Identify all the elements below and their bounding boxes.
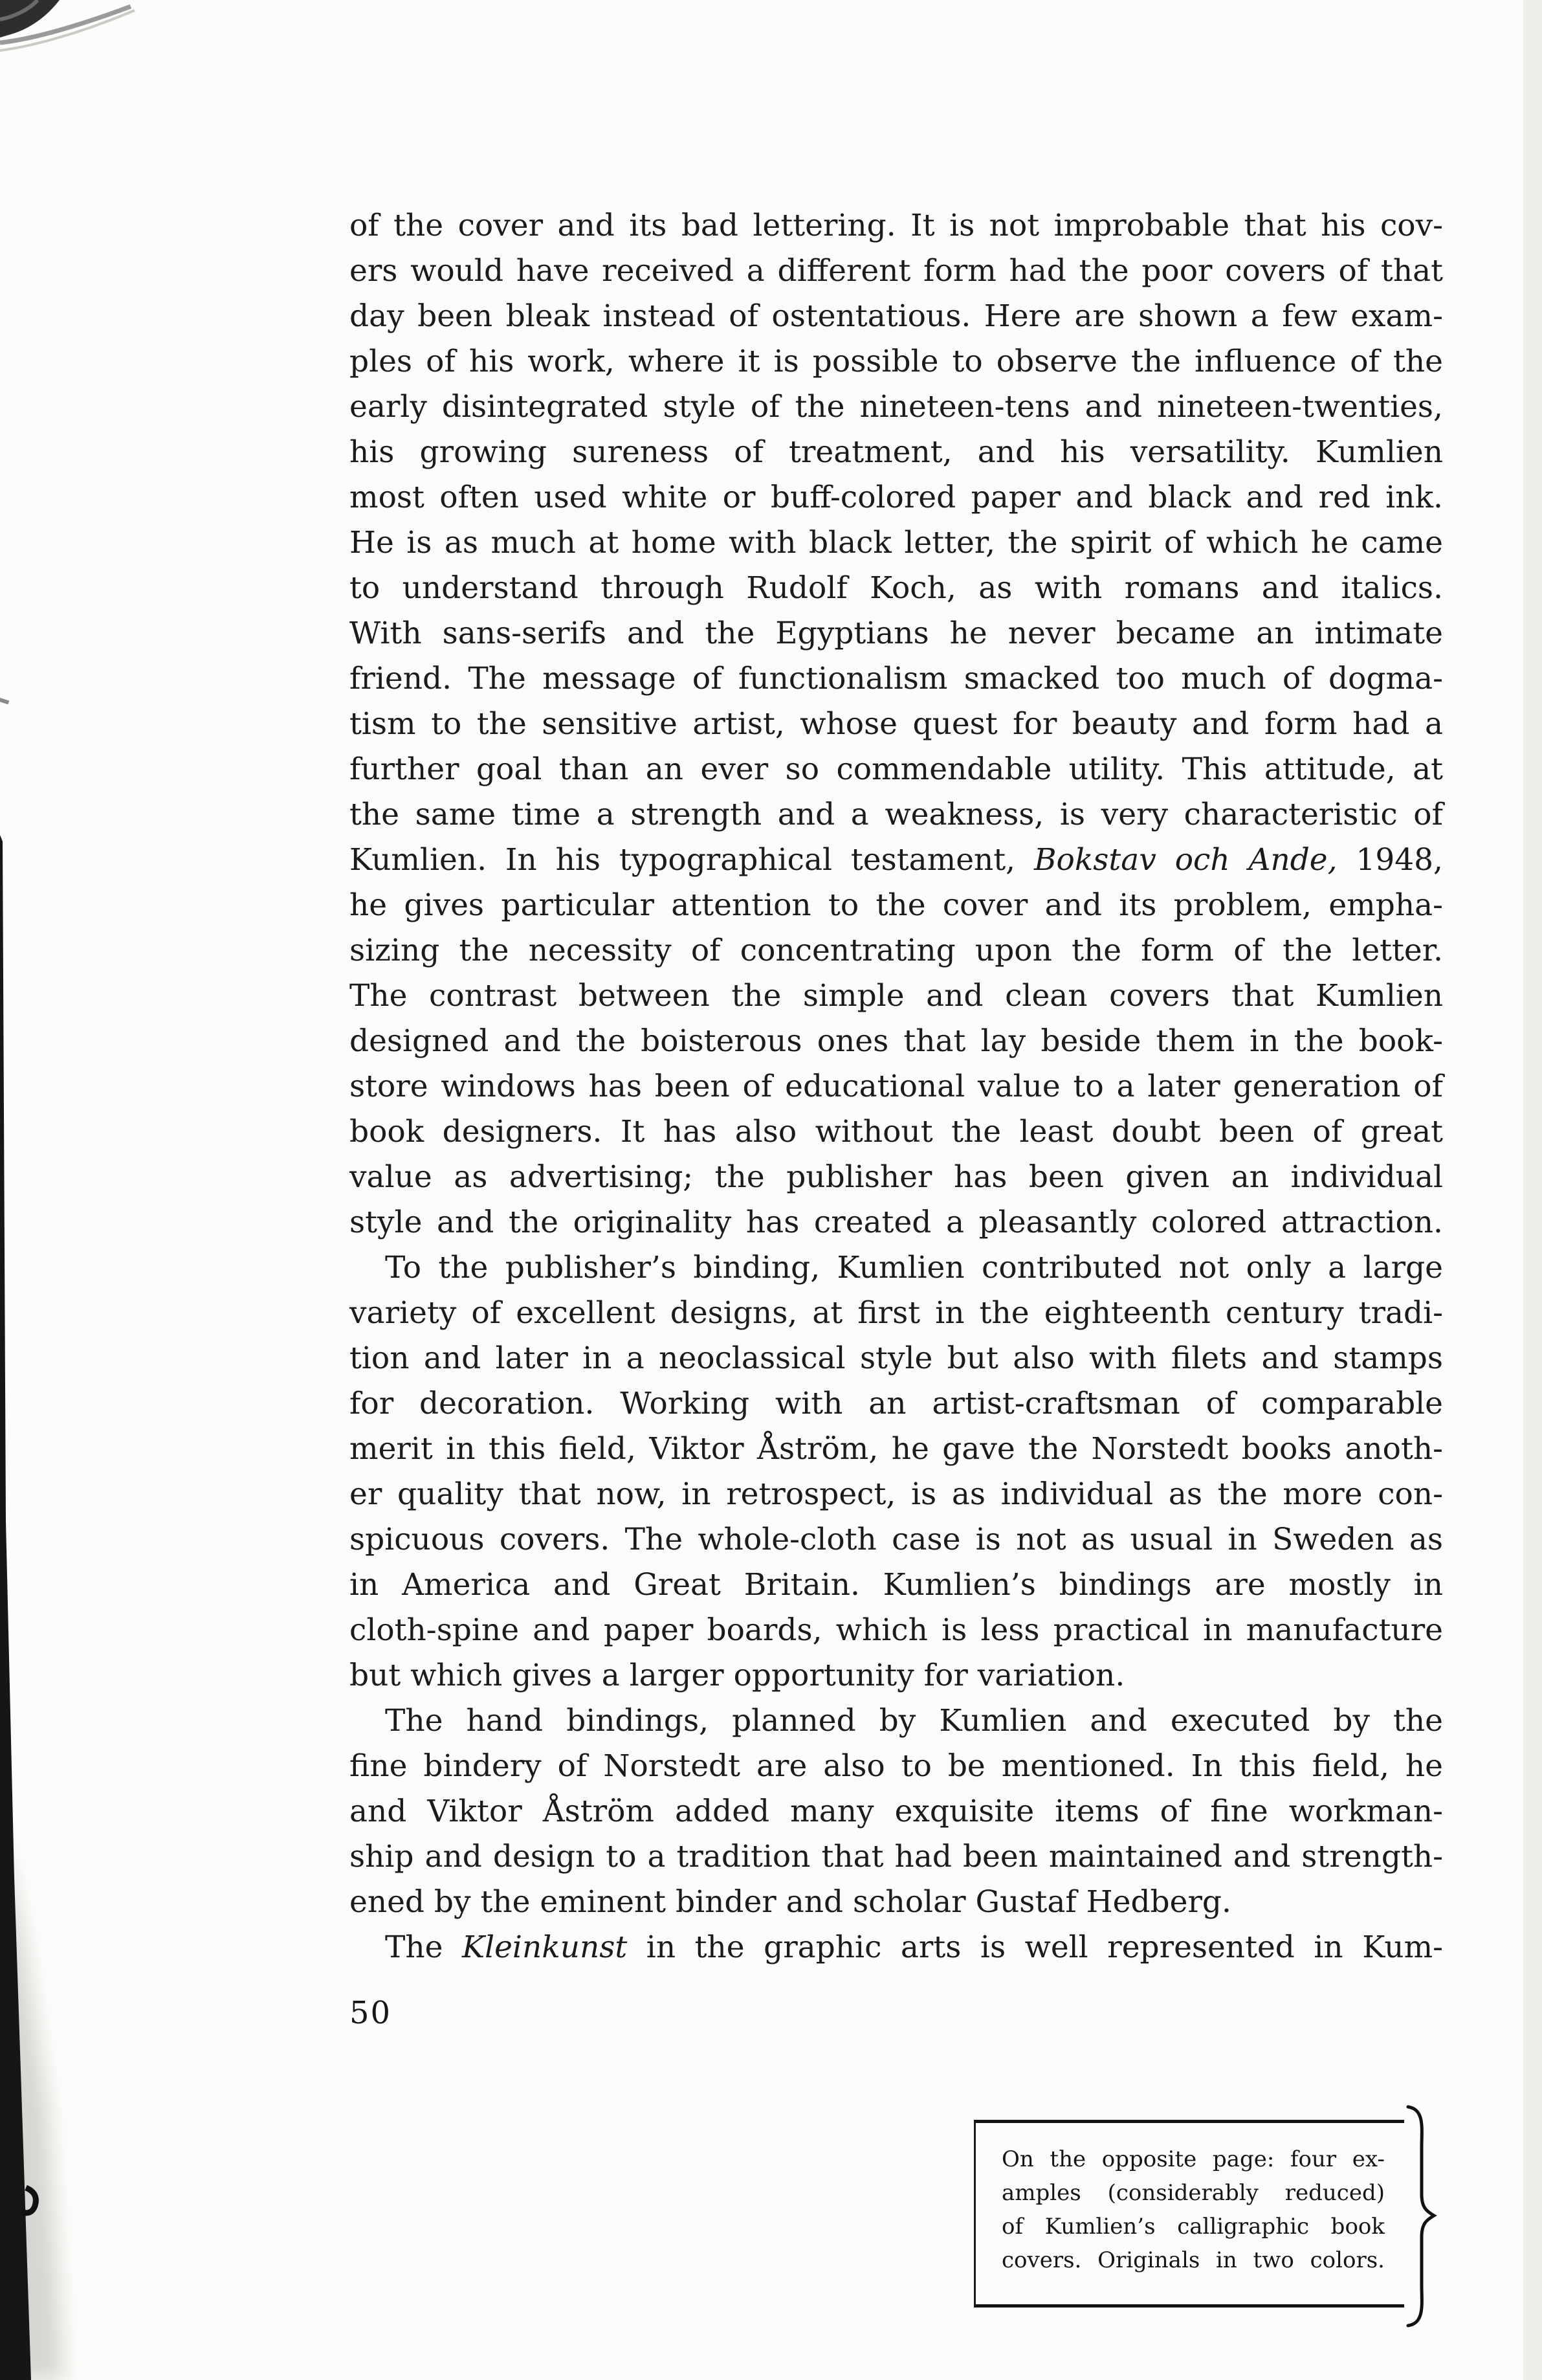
text-line: to understand through Rudolf Koch, as with romans and italics. xyxy=(349,570,1443,606)
gutter-shadow xyxy=(0,698,63,2380)
text-line: variety of excellent designs, at first in the eighteenth century tradi- xyxy=(349,1295,1443,1331)
corner-artifact xyxy=(0,0,135,50)
caption-box xyxy=(974,2120,1404,2308)
text-line: er quality that now, in retrospect, is as individual as the more con- xyxy=(349,1476,1443,1512)
text-line: tion and later in a neoclassical style but also with filets and stamps xyxy=(349,1340,1443,1376)
text-line: merit in this field, Viktor Åström, he gave the Norstedt books anoth- xyxy=(349,1431,1443,1467)
caption-line: covers. Originals in two colors. xyxy=(1002,2247,1385,2273)
text-line: With sans-serifs and the Egyptians he never became an intimate xyxy=(349,616,1443,651)
text-line: value as advertising; the publisher has been given an individual xyxy=(349,1159,1443,1195)
text-line: ened by the eminent binder and scholar Gustaf Hedberg. xyxy=(349,1884,1231,1920)
text-line: The hand bindings, planned by Kumlien and executed by the xyxy=(385,1703,1443,1739)
caption-brace-icon xyxy=(1403,2104,1440,2329)
text-line: book designers. It has also without the least doubt been of great xyxy=(349,1114,1443,1150)
text-line: He is as much at home with black letter, the spirit of which he came xyxy=(349,525,1443,561)
text-line: the same time a strength and a weakness, is very characteristic of xyxy=(349,797,1443,832)
text-line: ers would have received a different form had the poor covers of that xyxy=(349,253,1443,289)
body-text xyxy=(349,203,1443,1970)
text-line: most often used white or buff-colored paper and black and red ink. xyxy=(349,480,1443,515)
right-edge-shadow xyxy=(1523,0,1542,2380)
text-line: and Viktor Åström added many exquisite items of fine workman- xyxy=(349,1794,1443,1829)
text-line: but which gives a larger opportunity for variation. xyxy=(349,1658,1125,1693)
text-line: further goal than an ever so commendable utility. This attitude, at xyxy=(349,751,1443,787)
text-line: store windows has been of educational value to a later generation of xyxy=(349,1069,1443,1104)
page-number: 50 xyxy=(349,1995,392,2031)
text-line: his growing sureness of treatment, and his versatility. Kumlien xyxy=(349,434,1443,470)
text-line: spicuous covers. The whole-cloth case is not as usual in Sweden as xyxy=(349,1522,1443,1557)
caption-line: amples (considerably reduced) xyxy=(1002,2180,1385,2206)
text-line: Kumlien. In his typographical testament, Bokstav och Ande, 1948, xyxy=(349,842,1443,878)
text-line: To the publisher’s binding, Kumlien contributed not only a large xyxy=(385,1250,1443,1285)
text-line: The contrast between the simple and clean covers that Kumlien xyxy=(349,978,1443,1014)
text-line: day been bleak instead of ostentatious. Here are shown a few exam- xyxy=(349,298,1443,334)
text-line: designed and the boisterous ones that lay beside them in the book- xyxy=(349,1023,1443,1059)
text-line: friend. The message of functionalism smacked too much of dogma- xyxy=(349,661,1443,696)
text-line: fine bindery of Norstedt are also to be mentioned. In this field, he xyxy=(349,1748,1443,1784)
text-line: sizing the necessity of concentrating upon the form of the letter. xyxy=(349,933,1443,968)
text-line: ples of his work, where it is possible to observe the influence of the xyxy=(349,344,1443,379)
text-line: The Kleinkunst in the graphic arts is well represented in Kum- xyxy=(385,1930,1444,1965)
text-line: cloth-spine and paper boards, which is less practical in manufacture xyxy=(349,1612,1443,1648)
text-line: he gives particular attention to the cover and its problem, empha- xyxy=(349,887,1443,923)
text-line: for decoration. Working with an artist-craftsman of comparable xyxy=(349,1386,1443,1421)
caption-line: On the opposite page: four ex- xyxy=(1002,2146,1385,2172)
text-line: tism to the sensitive artist, whose quest for beauty and form had a xyxy=(349,706,1443,742)
text-line: of the cover and its bad lettering. It is not improbable that his cov- xyxy=(349,208,1443,243)
text-line: ship and design to a tradition that had been maintained and strength- xyxy=(349,1839,1443,1874)
text-line: in America and Great Britain. Kumlien’s bindings are mostly in xyxy=(349,1567,1443,1603)
text-line: early disintegrated style of the nineteen-tens and nineteen-twenties, xyxy=(349,389,1443,425)
caption-line: of Kumlien’s calligraphic book xyxy=(1002,2214,1385,2240)
text-line: style and the originality has created a pleasantly colored attraction. xyxy=(349,1205,1443,1240)
